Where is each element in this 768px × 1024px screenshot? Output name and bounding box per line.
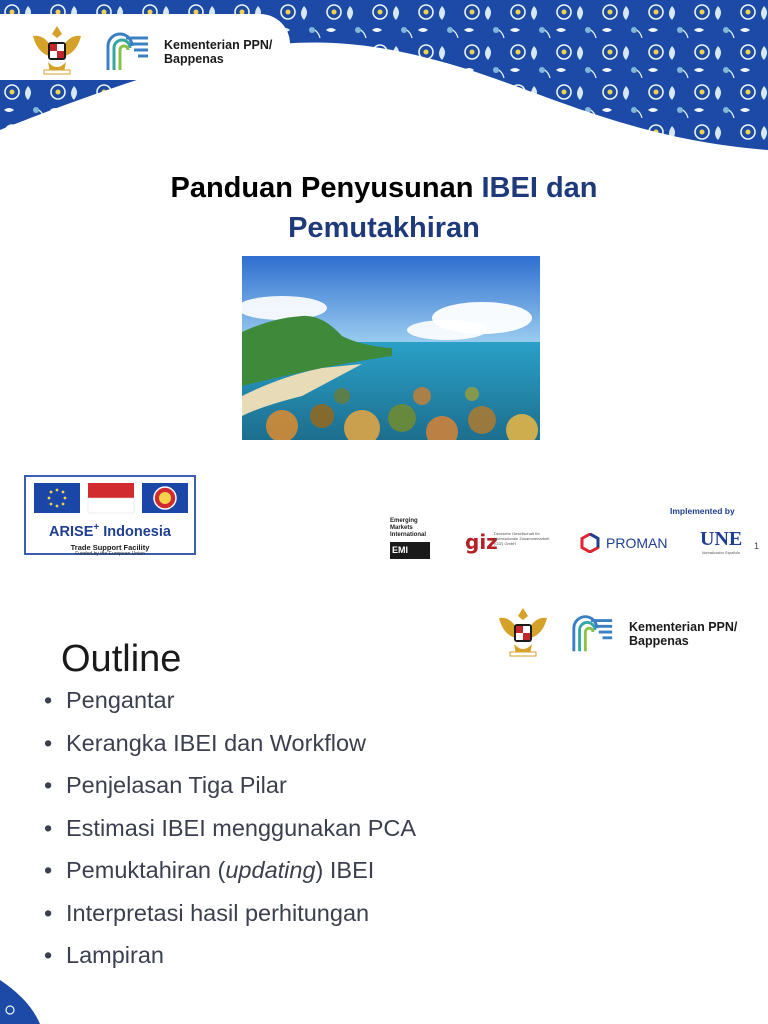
outline-slide [0,586,768,1024]
bullet-icon: • [44,772,53,798]
emi-abbrev-text: EMI [392,545,409,555]
list-item-text-before: Pemuktahiran ( [66,857,226,883]
proman-text: PROMAN [606,535,668,551]
list-item-text: Lampiran [66,942,164,968]
arise-subtitle: Trade Support Facility [70,543,150,552]
document-title [0,168,768,248]
list-item [44,727,416,770]
garuda-pancasila-emblem [30,22,84,76]
flags-icon [34,483,188,515]
list-item-text: Interpretasi hasil perhitungan [66,899,370,926]
une-logo: UNE [700,528,743,550]
list-item-text: Pengantar [66,687,175,713]
emi-logo [390,518,434,560]
coral-reef-photo [242,256,540,440]
list-item-text: Penjelasan Tiga Pilar [66,772,287,798]
outline-heading: Outline [61,638,182,680]
list-item [44,854,416,897]
list-item [44,939,416,982]
garuda-pancasila-emblem [496,602,550,660]
arise-word: ARISE [49,523,94,540]
list-item-text: Kerangka IBEI dan Workflow [66,729,366,756]
bullet-icon: • [44,899,53,926]
une-subtitle: Normalización Española [702,551,740,555]
list-item [44,812,416,855]
ministry-name [164,38,272,66]
giz-logo: giz [465,530,498,554]
title-black-part: Panduan Penyusunan [170,172,474,204]
implemented-by-label: Implemented by [670,506,735,516]
proman-hexagon-icon [580,533,600,553]
giz-full-name: Deutsche Gesellschaft für Internationale Zusammenarbeit (GIZ) GmbH [494,531,550,546]
ministry-name-line1: Kementerian PPN/ [629,620,738,634]
ministry-name-line2: Bappenas [164,52,224,66]
list-item [44,684,416,727]
proman-logo [580,533,668,558]
arise-country: Indonesia [103,523,171,540]
arise-name [26,522,194,540]
arise-indonesia-logo [24,475,196,555]
bullet-icon: • [44,729,53,756]
batik-corner-ornament [0,980,40,1024]
list-item [44,897,416,940]
title-blue-part-2: Pemutakhiran [288,212,480,244]
arise-funded: Funded by the European Union [75,551,145,557]
bullet-icon: • [44,687,53,713]
list-item [44,769,416,812]
emi-abbrev [390,542,430,559]
arise-plus: + [93,522,100,533]
list-item-text: Estimasi IBEI menggunakan PCA [66,814,417,841]
bullet-icon: • [44,942,53,968]
page-number: 1 [754,541,760,551]
title-blue-part-1: IBEI dan [481,172,598,204]
ministry-name [629,620,737,648]
bappenas-logo-icon [570,612,616,654]
outline-list [44,684,416,982]
list-item-text-after: ) IBEI [315,857,375,883]
ministry-name-line2: Bappenas [629,634,689,648]
list-item-text-italic: updating [225,857,316,883]
ministry-name-line1: Kementerian PPN/ [164,38,273,52]
bullet-icon: • [44,814,53,841]
bappenas-logo-icon [104,30,152,72]
emi-text: Emerging Markets International [390,518,427,538]
bullet-icon: • [44,857,53,883]
